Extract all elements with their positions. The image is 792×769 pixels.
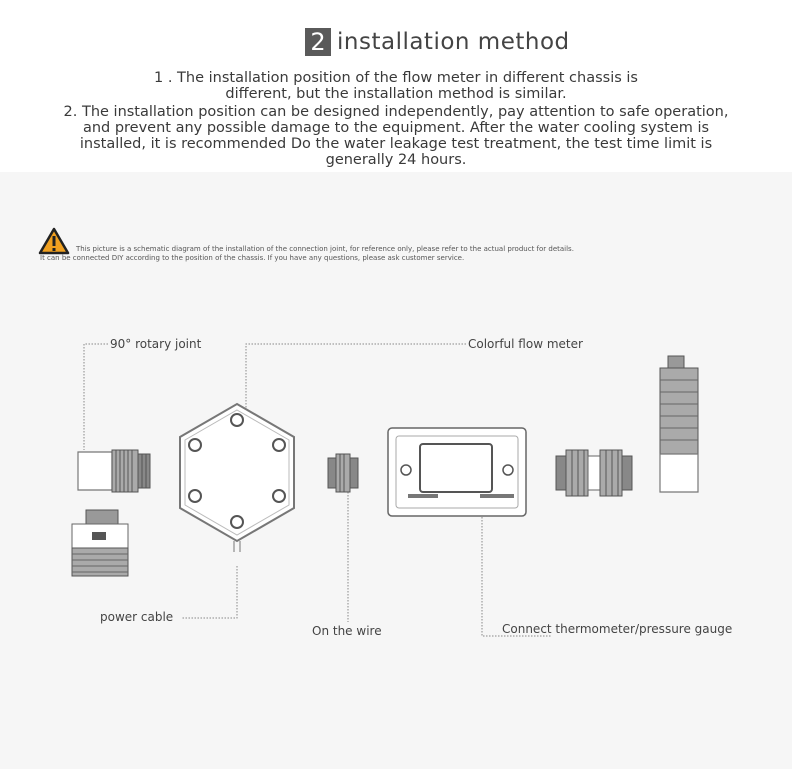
label-on-wire: On the wire: [312, 624, 382, 638]
thermometer-leader: [482, 508, 552, 636]
rotary-fitting-lower-left: [72, 510, 128, 576]
elbow-fitting-left: [78, 450, 150, 492]
rotary-joint-leader: [84, 344, 108, 450]
note-2-line-d: generally 24 hours.: [325, 152, 467, 168]
label-thermometer: Connect thermometer/pressure gauge: [502, 622, 733, 636]
step-number-badge: 2: [305, 28, 331, 56]
note-2-line-c: installed, it is recommended Do the water leakage test treatment, the test time limit is: [79, 136, 713, 152]
section-title: installation method: [337, 29, 570, 55]
hexagon-mount-plate: [180, 404, 294, 552]
flow-meter-leader: [246, 344, 466, 408]
double-fitting-right: [556, 450, 632, 496]
power-cable-leader: [182, 566, 237, 618]
flow-meter-body: [388, 428, 526, 516]
note-1-line-a: 1 . The installation position of the flow meter in different chassis is: [154, 70, 638, 86]
note-1-line-b: different, but the installation method is similar.: [225, 86, 567, 102]
note-2-line-a: 2. The installation position can be designed independently, pay attention to safe operation,: [63, 104, 729, 120]
label-flow-meter: Colorful flow meter: [468, 337, 583, 351]
warning-line-2: It can be connected DIY according to the position of the chassis. If you have any questions, please ask customer service.: [40, 254, 465, 262]
extension-fitting-right: [660, 356, 698, 492]
label-rotary-joint: 90° rotary joint: [110, 337, 202, 351]
threaded-coupling: [328, 454, 358, 492]
label-power-cable: power cable: [100, 610, 174, 624]
note-2-line-b: and prevent any possible damage to the equipment. After the water cooling system is: [82, 120, 710, 136]
warning-line-1: This picture is a schematic diagram of the installation of the connection joint, for reference only, please refer to the actual product for details.: [76, 245, 574, 253]
